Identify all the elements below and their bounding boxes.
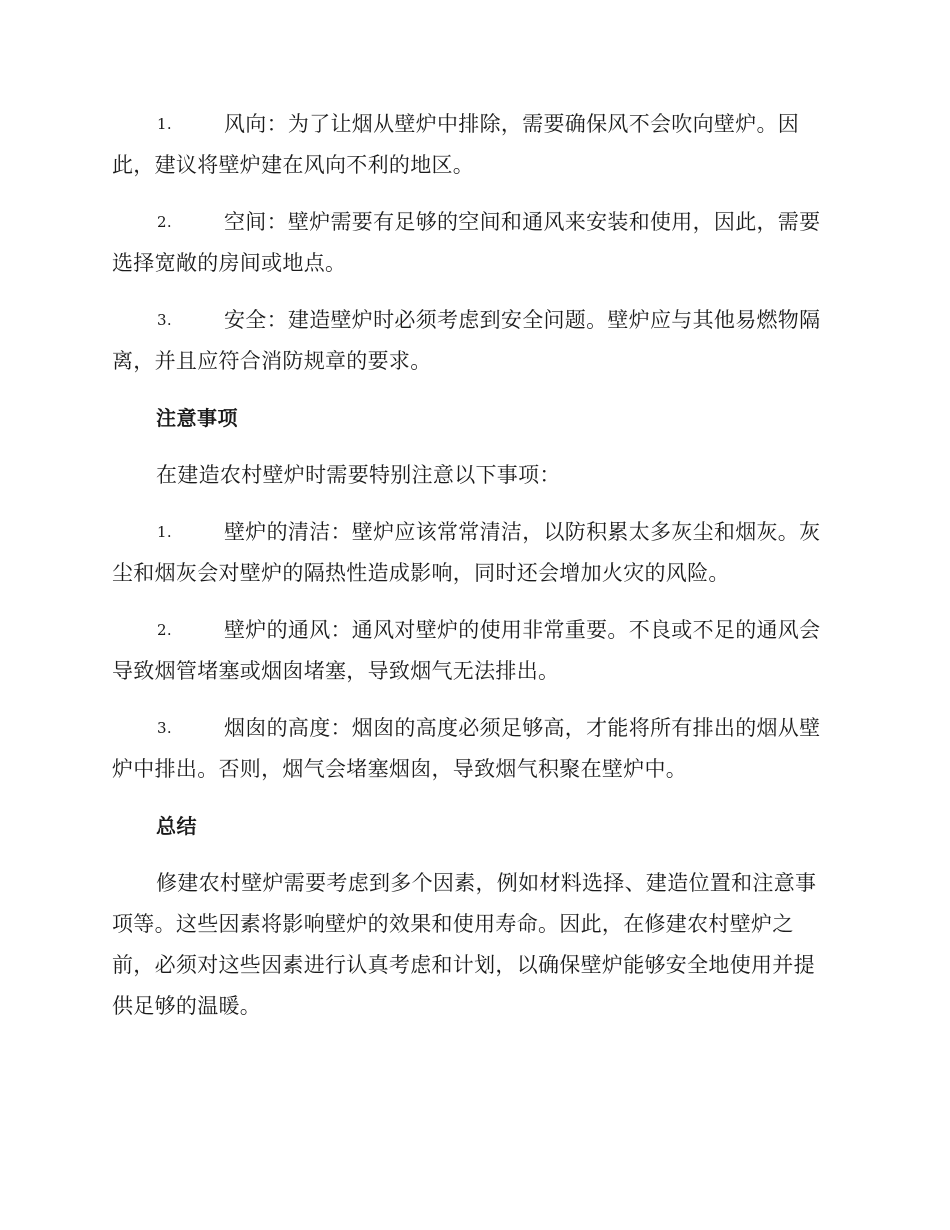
- list-item-text: 空间：壁炉需要有足够的空间和通风来安装和使用，因此，需要: [224, 210, 821, 234]
- list-item-continuation: 尘和烟灰会对壁炉的隔热性造成影响，同时还会增加火灾的风险。: [112, 561, 730, 585]
- list-item-text: 安全：建造壁炉时必须考虑到安全问题。壁炉应与其他易燃物隔: [224, 308, 821, 332]
- list-item-text: 风向：为了让烟从壁炉中排除，需要确保风不会吹向壁炉。因: [224, 112, 800, 136]
- section-heading-notes: 注意事项: [156, 406, 238, 430]
- list-item-continuation: 选择宽敞的房间或地点。: [112, 251, 347, 275]
- list-item-text: 壁炉的清洁：壁炉应该常常清洁，以防积累太多灰尘和烟灰。灰: [224, 520, 821, 544]
- list-number: 3.: [157, 719, 172, 737]
- summary-paragraph: 修建农村壁炉需要考虑到多个因素，例如材料选择、建造位置和注意事项等。这些因素将影响壁炉的效果和使用寿命。因此，在修建农村壁炉之前，必须对这些因素进行认真考虑和计划，以确保壁炉能够安全地使用并提供足够的温暖。: [112, 871, 817, 1018]
- list-number: 2.: [157, 213, 172, 231]
- list-number: 2.: [157, 621, 172, 639]
- list-item-continuation: 炉中排出。否则，烟气会堵塞烟囱，导致烟气积聚在壁炉中。: [112, 757, 688, 781]
- list-number: 1.: [157, 523, 172, 541]
- list-item: [112, 512, 834, 594]
- list-item-continuation: 导致烟管堵塞或烟囱堵塞，导致烟气无法排出。: [112, 659, 560, 683]
- section-heading-summary: 总结: [156, 814, 197, 838]
- list-item: [112, 610, 834, 692]
- list-item: [112, 202, 834, 284]
- document-page: [112, 104, 834, 1043]
- notes-intro-paragraph: 在建造农村壁炉时需要特别注意以下事项：: [156, 463, 561, 487]
- list-item-text: 壁炉的通风：通风对壁炉的使用非常重要。不良或不足的通风会: [224, 618, 821, 642]
- list-item: [112, 104, 834, 186]
- list-item-continuation: 此，建议将壁炉建在风向不利的地区。: [112, 153, 475, 177]
- list-number: 1.: [157, 115, 172, 133]
- list-item-continuation: 离，并且应符合消防规章的要求。: [112, 349, 432, 373]
- list-number: 3.: [157, 311, 172, 329]
- list-item-text: 烟囱的高度：烟囱的高度必须足够高，才能将所有排出的烟从壁: [224, 716, 821, 740]
- list-item: [112, 708, 834, 790]
- list-item: [112, 300, 834, 382]
